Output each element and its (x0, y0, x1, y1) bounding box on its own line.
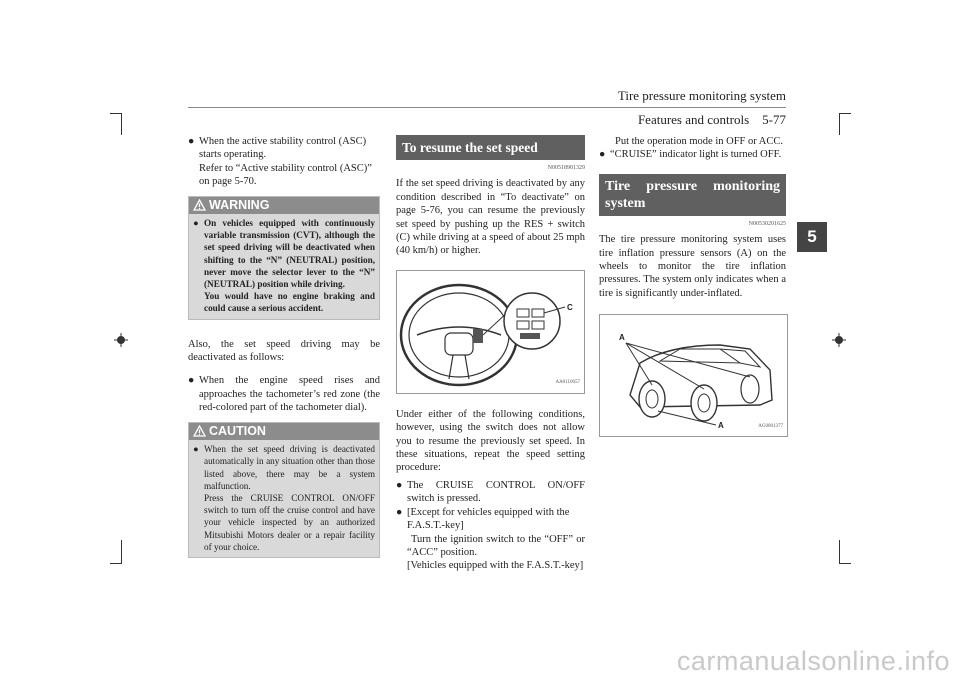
continued-text: Put the operation mode in OFF or ACC. (615, 136, 783, 147)
bullet-icon: ● (188, 136, 195, 147)
crop-mark (121, 540, 122, 564)
bullet-icon: ● (188, 375, 195, 387)
figure-code: AG0001377 (758, 423, 783, 429)
page-number: 5-77 (762, 112, 786, 127)
bullet-text: Turn the ignition switch to the “OFF” or “ACC” position. (407, 533, 585, 558)
crop-mark (110, 113, 122, 114)
warning-label: WARNING (209, 197, 270, 212)
list-item (193, 443, 375, 553)
bullet-text: “CRUISE” indicator light is turned OFF. (610, 149, 782, 161)
warning-triangle-icon (193, 199, 206, 211)
list-item (188, 374, 380, 414)
bullet-icon: ● (396, 506, 403, 518)
caution-label: CAUTION (209, 423, 266, 438)
crop-mark (839, 540, 840, 564)
warning-box (188, 196, 380, 320)
column-3 (599, 135, 786, 437)
crop-mark (110, 563, 122, 564)
section-name: Features and controls (637, 112, 750, 127)
section-code: N00530201625 (748, 220, 786, 227)
bullet-icon: ● (193, 444, 199, 455)
steering-wheel-figure (396, 270, 585, 394)
caution-text: When the set speed driving is deactivated automatically in any situation other than those listed above, there may be a system malfunction. (204, 444, 375, 491)
car-tire-icon (600, 315, 787, 436)
warning-text: You would have no engine braking and could cause a serious accident. (204, 291, 375, 314)
warning-text: On vehicles equipped with continuously variable transmission (CVT), although the set speed driving will be deactivated when shifting to the “N” (NEUTRAL) position, never move the selector lever to the “N” (NEUTRAL) position while driving. (204, 218, 375, 290)
chapter-tab: 5 (797, 222, 827, 252)
list-item (599, 148, 786, 161)
bullet-text: When the active stability control (ASC) starts operating. (199, 136, 367, 161)
bullet-icon: ● (599, 149, 606, 161)
figure-code: AA0110657 (555, 380, 580, 386)
warning-header (189, 197, 379, 214)
section-code: N00518901329 (547, 165, 585, 171)
paragraph: The tire pressure monitoring system uses tire inflation pressure sensors (A) on the wheels to monitor the tire inflation pressures. The system only indicates when a tire is significantly under-inflated. (599, 234, 786, 299)
warning-body (189, 214, 379, 319)
registration-mark-icon (832, 333, 846, 347)
bullet-icon: ● (193, 218, 199, 229)
bullet-icon: ● (396, 479, 403, 491)
caution-header (189, 423, 379, 440)
section-heading: Tire pressure monitoring system (599, 174, 786, 216)
caution-body (189, 440, 379, 557)
paragraph: If the set speed driving is deactivated by any condition described in “To deactivate” on page 5-76, you can resume the previously set speed by pushing up the RES + switch (C) while driving at a speed of about 25 mph (40 km/h) or higher. (396, 178, 585, 257)
bullet-text: When the engine speed rises and approaches the tachometer’s red zone (the red-colored part of the tachometer dial). (199, 375, 380, 414)
crop-mark (839, 113, 840, 135)
page-footer (600, 112, 786, 128)
figure-label: C (567, 302, 573, 312)
section-heading: To resume the set speed (396, 135, 585, 160)
list-item (396, 479, 585, 506)
bullet-text: The CRUISE CONTROL ON/OFF switch is pressed. (407, 479, 585, 505)
caution-box (188, 422, 380, 558)
crop-mark (839, 563, 851, 564)
caution-triangle-icon (193, 425, 206, 437)
tire-sensor-figure (599, 314, 788, 437)
page-title: Tire pressure monitoring system (617, 88, 786, 103)
header-rule (188, 107, 786, 108)
paragraph: Also, the set speed driving may be deactivated as follows: (188, 338, 380, 364)
caution-text: Press the CRUISE CONTROL ON/OFF switch to turn off the cruise control and have your vehicle inspected by an authorized Mitsubishi Motors dealer or a repair facility of your choice. (204, 492, 375, 552)
bullet-text: [Except for vehicles equipped with the F.A.S.T.-key] (407, 506, 570, 532)
figure-label: A (718, 421, 724, 431)
crop-mark (839, 113, 851, 114)
column-1 (188, 135, 380, 558)
bullet-text: [Vehicles equipped with the F.A.S.T.-key] (407, 560, 584, 572)
paragraph: Under either of the following conditions, however, using the switch does not allow you to resume the previously set speed. In these situations, repeat the speed setting procedure: (396, 408, 585, 474)
steering-wheel-icon (397, 271, 584, 393)
figure-label: A (619, 333, 625, 343)
reference-text: Refer to “Active stability control (ASC)” on page 5-70. (199, 162, 372, 188)
list-item (396, 506, 585, 573)
list-item (193, 217, 375, 315)
registration-mark-icon (114, 333, 128, 347)
watermark: carmanualsonline.info (676, 646, 950, 676)
column-2 (396, 135, 585, 573)
list-item (188, 135, 380, 189)
crop-mark (121, 113, 122, 135)
